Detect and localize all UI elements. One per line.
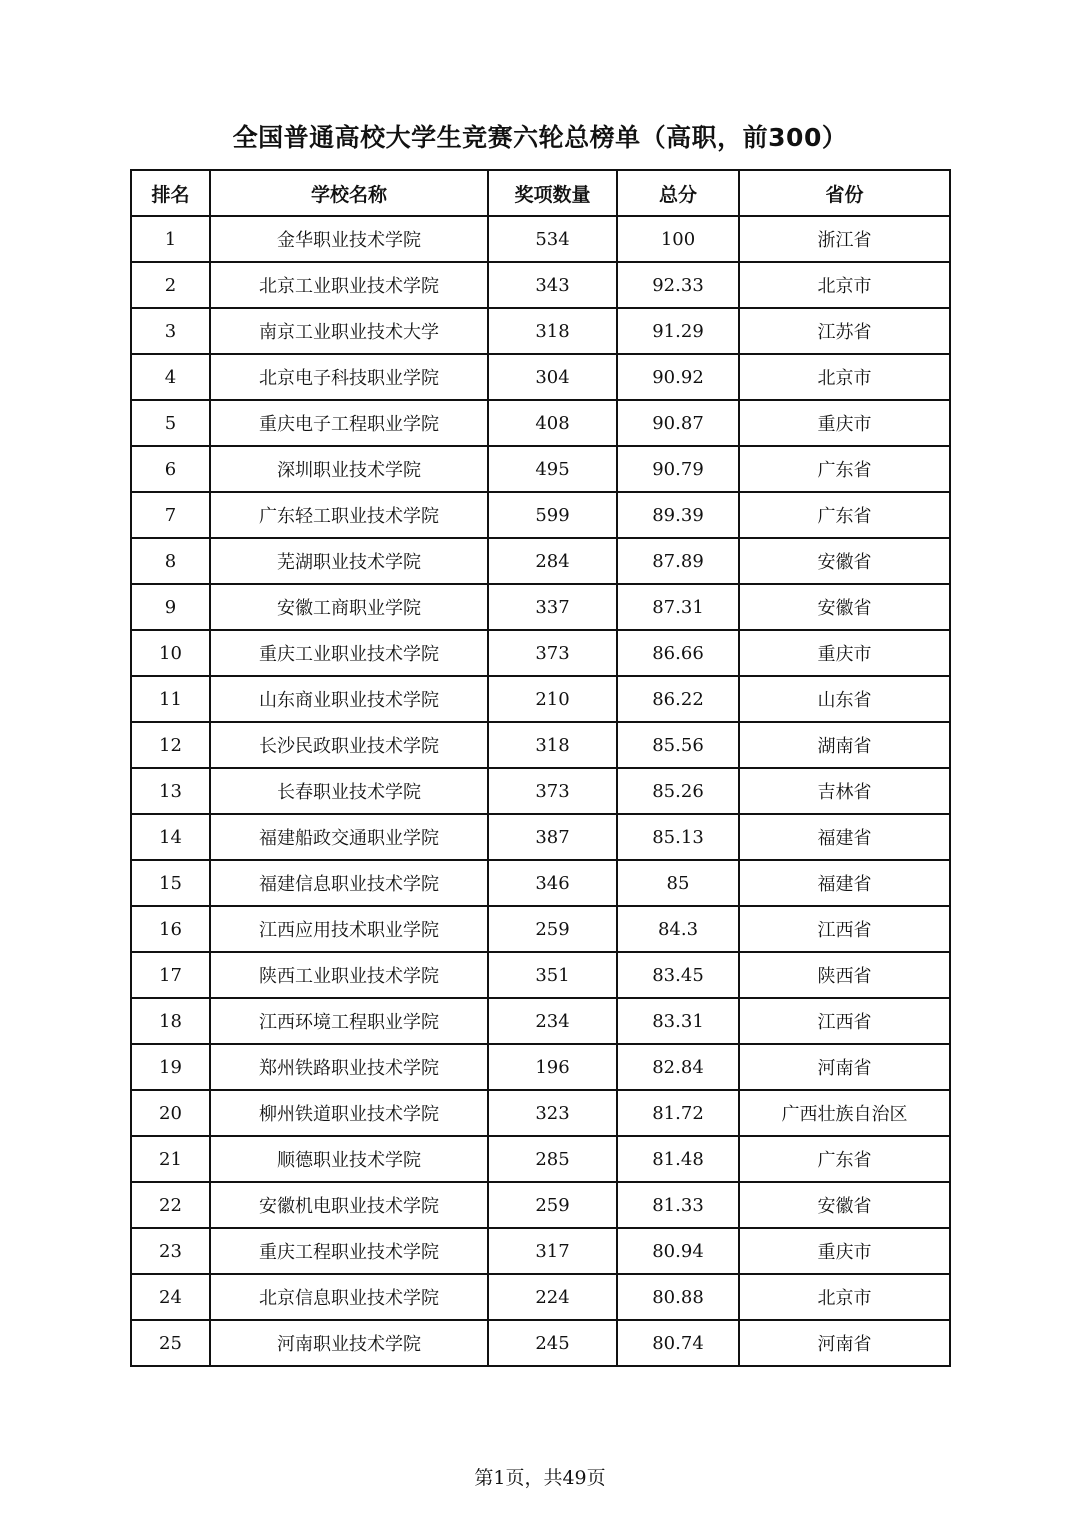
- award-count-cell: 284: [488, 538, 617, 584]
- award-count-cell: 373: [488, 630, 617, 676]
- school-name-cell: 陕西工业职业技术学院: [210, 952, 488, 998]
- award-count-cell: 346: [488, 860, 617, 906]
- school-name-cell: 北京工业职业技术学院: [210, 262, 488, 308]
- total-score-cell: 100: [617, 216, 739, 262]
- total-score-cell: 80.88: [617, 1274, 739, 1320]
- total-score-cell: 92.33: [617, 262, 739, 308]
- province-cell: 江西省: [739, 998, 950, 1044]
- table-body: [131, 216, 950, 1366]
- total-score-cell: 87.89: [617, 538, 739, 584]
- total-score-cell: 83.45: [617, 952, 739, 998]
- school-name-cell: 柳州铁道职业技术学院: [210, 1090, 488, 1136]
- school-name-cell: 顺德职业技术学院: [210, 1136, 488, 1182]
- rank-cell: 7: [131, 492, 210, 538]
- province-cell: 重庆市: [739, 630, 950, 676]
- table-row: [131, 906, 950, 952]
- total-score-cell: 87.31: [617, 584, 739, 630]
- column-header-total-score: 总分: [617, 170, 739, 216]
- school-name-cell: 福建船政交通职业学院: [210, 814, 488, 860]
- total-score-cell: 80.74: [617, 1320, 739, 1366]
- award-count-cell: 408: [488, 400, 617, 446]
- award-count-cell: 234: [488, 998, 617, 1044]
- school-name-cell: 广东轻工职业技术学院: [210, 492, 488, 538]
- total-score-cell: 80.94: [617, 1228, 739, 1274]
- province-cell: 广西壮族自治区: [739, 1090, 950, 1136]
- award-count-cell: 285: [488, 1136, 617, 1182]
- rank-cell: 19: [131, 1044, 210, 1090]
- column-header-province: 省份: [739, 170, 950, 216]
- province-cell: 北京市: [739, 354, 950, 400]
- rank-cell: 24: [131, 1274, 210, 1320]
- rank-cell: 12: [131, 722, 210, 768]
- table-row: [131, 262, 950, 308]
- rank-cell: 14: [131, 814, 210, 860]
- table-row: [131, 1274, 950, 1320]
- award-count-cell: 210: [488, 676, 617, 722]
- province-cell: 广东省: [739, 492, 950, 538]
- total-score-cell: 85.13: [617, 814, 739, 860]
- school-name-cell: 安徽机电职业技术学院: [210, 1182, 488, 1228]
- school-name-cell: 长沙民政职业技术学院: [210, 722, 488, 768]
- school-name-cell: 金华职业技术学院: [210, 216, 488, 262]
- table-row: [131, 492, 950, 538]
- school-name-cell: 北京电子科技职业学院: [210, 354, 488, 400]
- province-cell: 陕西省: [739, 952, 950, 998]
- total-score-cell: 81.48: [617, 1136, 739, 1182]
- table-row: [131, 722, 950, 768]
- rank-cell: 4: [131, 354, 210, 400]
- award-count-cell: 224: [488, 1274, 617, 1320]
- page-number: 第1页，共49页: [474, 1467, 606, 1489]
- province-cell: 江西省: [739, 906, 950, 952]
- award-count-cell: 337: [488, 584, 617, 630]
- table-row: [131, 630, 950, 676]
- award-count-cell: 196: [488, 1044, 617, 1090]
- award-count-cell: 259: [488, 906, 617, 952]
- school-name-cell: 重庆电子工程职业学院: [210, 400, 488, 446]
- school-name-cell: 重庆工业职业技术学院: [210, 630, 488, 676]
- rank-cell: 15: [131, 860, 210, 906]
- award-count-cell: 534: [488, 216, 617, 262]
- total-score-cell: 81.33: [617, 1182, 739, 1228]
- total-score-cell: 85.26: [617, 768, 739, 814]
- award-count-cell: 599: [488, 492, 617, 538]
- province-cell: 广东省: [739, 1136, 950, 1182]
- school-name-cell: 江西应用技术职业学院: [210, 906, 488, 952]
- total-score-cell: 83.31: [617, 998, 739, 1044]
- total-score-cell: 91.29: [617, 308, 739, 354]
- column-header-rank: 排名: [131, 170, 210, 216]
- rank-cell: 13: [131, 768, 210, 814]
- rank-cell: 6: [131, 446, 210, 492]
- award-count-cell: 373: [488, 768, 617, 814]
- total-score-cell: 82.84: [617, 1044, 739, 1090]
- rank-cell: 25: [131, 1320, 210, 1366]
- award-count-cell: 351: [488, 952, 617, 998]
- province-cell: 北京市: [739, 262, 950, 308]
- award-count-cell: 387: [488, 814, 617, 860]
- table-row: [131, 1228, 950, 1274]
- award-count-cell: 317: [488, 1228, 617, 1274]
- total-score-cell: 86.66: [617, 630, 739, 676]
- table-row: [131, 354, 950, 400]
- table-row: [131, 998, 950, 1044]
- table-header-row: [131, 170, 950, 216]
- total-score-cell: 81.72: [617, 1090, 739, 1136]
- column-header-school-name: 学校名称: [210, 170, 488, 216]
- school-name-cell: 芜湖职业技术学院: [210, 538, 488, 584]
- award-count-cell: 318: [488, 722, 617, 768]
- award-count-cell: 304: [488, 354, 617, 400]
- total-score-cell: 85.56: [617, 722, 739, 768]
- rank-cell: 20: [131, 1090, 210, 1136]
- school-name-cell: 重庆工程职业技术学院: [210, 1228, 488, 1274]
- province-cell: 江苏省: [739, 308, 950, 354]
- rank-cell: 17: [131, 952, 210, 998]
- award-count-cell: 343: [488, 262, 617, 308]
- rank-cell: 16: [131, 906, 210, 952]
- table-row: [131, 1044, 950, 1090]
- award-count-cell: 318: [488, 308, 617, 354]
- province-cell: 安徽省: [739, 1182, 950, 1228]
- school-name-cell: 北京信息职业技术学院: [210, 1274, 488, 1320]
- table-row: [131, 538, 950, 584]
- school-name-cell: 安徽工商职业学院: [210, 584, 488, 630]
- table-row: [131, 1090, 950, 1136]
- province-cell: 安徽省: [739, 584, 950, 630]
- total-score-cell: 86.22: [617, 676, 739, 722]
- total-score-cell: 84.3: [617, 906, 739, 952]
- rank-cell: 3: [131, 308, 210, 354]
- rank-cell: 10: [131, 630, 210, 676]
- province-cell: 浙江省: [739, 216, 950, 262]
- province-cell: 福建省: [739, 860, 950, 906]
- table-row: [131, 216, 950, 262]
- award-count-cell: 495: [488, 446, 617, 492]
- province-cell: 吉林省: [739, 768, 950, 814]
- page-title: 全国普通高校大学生竞赛六轮总榜单（高职，前300）: [232, 123, 848, 152]
- table-row: [131, 446, 950, 492]
- province-cell: 广东省: [739, 446, 950, 492]
- school-name-cell: 山东商业职业技术学院: [210, 676, 488, 722]
- school-name-cell: 江西环境工程职业学院: [210, 998, 488, 1044]
- province-cell: 湖南省: [739, 722, 950, 768]
- table-row: [131, 308, 950, 354]
- school-name-cell: 深圳职业技术学院: [210, 446, 488, 492]
- rank-cell: 22: [131, 1182, 210, 1228]
- total-score-cell: 90.87: [617, 400, 739, 446]
- province-cell: 重庆市: [739, 1228, 950, 1274]
- rank-cell: 1: [131, 216, 210, 262]
- total-score-cell: 90.92: [617, 354, 739, 400]
- award-count-cell: 259: [488, 1182, 617, 1228]
- table-row: [131, 400, 950, 446]
- rank-cell: 23: [131, 1228, 210, 1274]
- rank-cell: 18: [131, 998, 210, 1044]
- table-row: [131, 952, 950, 998]
- rank-cell: 11: [131, 676, 210, 722]
- table-row: [131, 1182, 950, 1228]
- school-name-cell: 河南职业技术学院: [210, 1320, 488, 1366]
- rank-cell: 2: [131, 262, 210, 308]
- rank-cell: 9: [131, 584, 210, 630]
- school-name-cell: 郑州铁路职业技术学院: [210, 1044, 488, 1090]
- total-score-cell: 89.39: [617, 492, 739, 538]
- province-cell: 河南省: [739, 1320, 950, 1366]
- province-cell: 河南省: [739, 1044, 950, 1090]
- total-score-cell: 90.79: [617, 446, 739, 492]
- total-score-cell: 85: [617, 860, 739, 906]
- province-cell: 重庆市: [739, 400, 950, 446]
- province-cell: 北京市: [739, 1274, 950, 1320]
- school-name-cell: 南京工业职业技术大学: [210, 308, 488, 354]
- table-row: [131, 1320, 950, 1366]
- column-header-award-count: 奖项数量: [488, 170, 617, 216]
- table-row: [131, 1136, 950, 1182]
- province-cell: 福建省: [739, 814, 950, 860]
- province-cell: 山东省: [739, 676, 950, 722]
- award-count-cell: 323: [488, 1090, 617, 1136]
- rank-cell: 5: [131, 400, 210, 446]
- table-row: [131, 814, 950, 860]
- school-name-cell: 福建信息职业技术学院: [210, 860, 488, 906]
- award-count-cell: 245: [488, 1320, 617, 1366]
- rank-cell: 8: [131, 538, 210, 584]
- table-row: [131, 676, 950, 722]
- province-cell: 安徽省: [739, 538, 950, 584]
- table-row: [131, 768, 950, 814]
- rank-cell: 21: [131, 1136, 210, 1182]
- table-row: [131, 860, 950, 906]
- ranking-table: [130, 169, 951, 1367]
- school-name-cell: 长春职业技术学院: [210, 768, 488, 814]
- table-row: [131, 584, 950, 630]
